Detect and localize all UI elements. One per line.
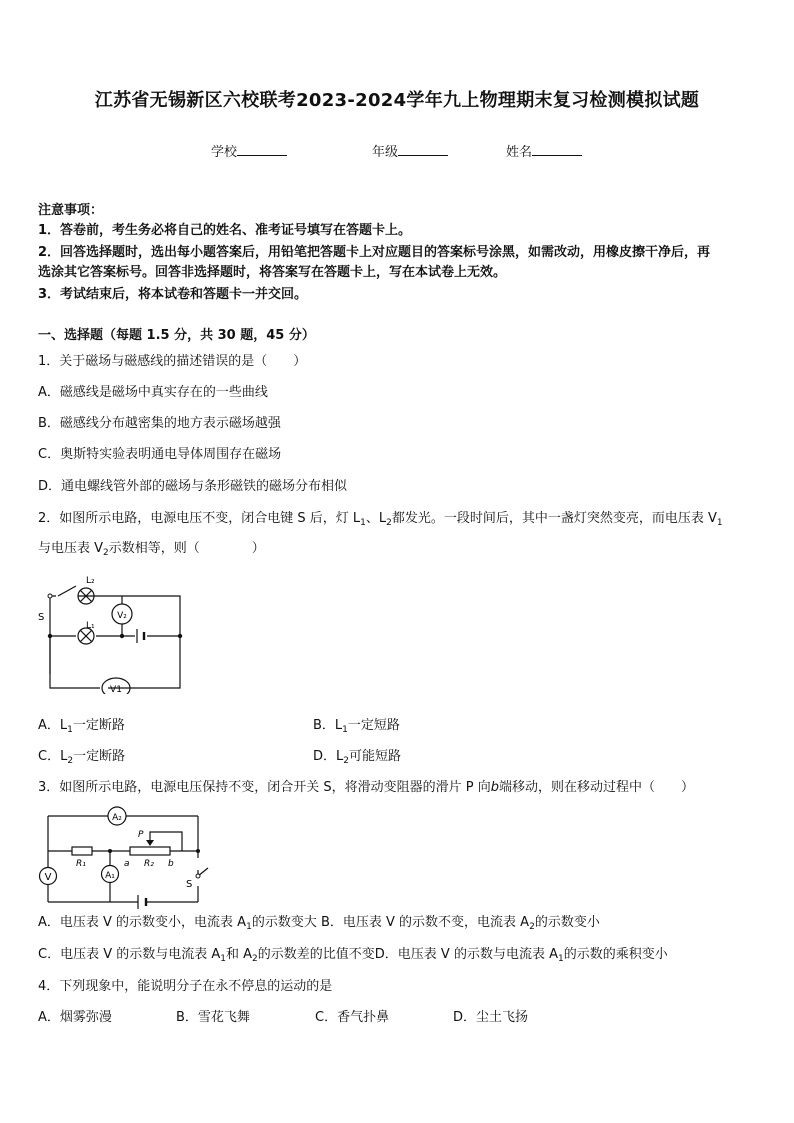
section-heading: 一、选择题（每题 1.5 分，共 30 题，45 分） — [38, 328, 315, 343]
notice-item: 2．回答选择题时，选出每小题答案后，用铅笔把答题卡上对应题目的答案标号涂黑，如需改动，用橡皮擦干净后，再 — [38, 245, 711, 260]
question-2-stem: 2．如图所示电路，电源电压不变，闭合电键 S 后，灯 $L_1$、$L_2$都发光。一段时间后，其中一盏灯突然变亮，而电压表 $V_1$ — [38, 511, 723, 528]
voltmeter-v2-label: V₂ — [117, 611, 127, 621]
lamp-l2-label: L₂ — [86, 576, 95, 586]
q4-option-c[interactable]: C．香气扑鼻 — [315, 1010, 390, 1025]
q3-option-a[interactable]: A．电压表 V 的示数变小，电流表 $A_1$的示数变大 — [38, 915, 317, 932]
notice-item: 1．答卷前，考生务必将自己的姓名、准考证号填写在答题卡上。 — [38, 223, 412, 238]
q1-option-a[interactable]: A．磁感线是磁场中真实存在的一些曲线 — [38, 385, 268, 400]
terminal-b-label: b — [168, 859, 174, 869]
q3-option-b[interactable]: B．电压表 V 的示数不变，电流表 $A_2$的示数变小 — [320, 915, 600, 932]
q3-option-d[interactable]: D．电压表 V 的示数与电流表 $A_1$的示数的乘积变小 — [374, 947, 668, 964]
switch-s-label: S — [186, 879, 193, 890]
q3-option-c[interactable]: C．电压表 V 的示数与电流表 $A_1$和 $A_2$的示数差的比值不变 — [38, 947, 375, 964]
question-1-stem: 1．关于磁场与磁感线的描述错误的是（ ） — [38, 354, 307, 369]
notice-item: 3．考试结束后，将本试卷和答题卡一并交回。 — [38, 287, 308, 302]
school-label: 学校 — [211, 145, 238, 160]
q2-option-a[interactable]: A．$L_1$一定断路 — [38, 718, 125, 735]
q4-option-d[interactable]: D．尘土飞扬 — [453, 1010, 529, 1025]
question-2-stem-line2: 与电压表 $V_2$示数相等，则（ ） — [38, 541, 265, 558]
q2-option-b[interactable]: B．$L_1$一定短路 — [313, 718, 400, 735]
q2-circuit-diagram — [36, 574, 188, 694]
question-3-stem: 3．如图所示电路，电源电压保持不变，闭合开关 S，将滑动变阻器的滑片 P 向b端移动，则在移动过程中（ ） — [38, 780, 695, 795]
q3-options-line1 — [38, 913, 600, 933]
q2-option-c[interactable]: C．$L_2$一定断路 — [38, 749, 126, 766]
resistor-r2-label: R₂ — [144, 859, 154, 869]
resistor-r1-label: R₁ — [76, 859, 86, 869]
name-label: 姓名 — [506, 145, 533, 160]
grade-label: 年级 — [372, 145, 399, 160]
ammeter-a1-label: A₁ — [105, 871, 115, 881]
q3-options-line2 — [38, 945, 668, 965]
lamp-l1-label: L₁ — [86, 621, 95, 631]
slider-p-label: P — [138, 830, 144, 840]
ammeter-a2-label: A₂ — [112, 813, 122, 823]
school-field[interactable] — [211, 141, 287, 160]
switch-s-label: S — [38, 612, 45, 623]
q4-option-a[interactable]: A．烟雾弥漫 — [38, 1010, 112, 1025]
name-field[interactable] — [506, 141, 582, 160]
q2-option-d[interactable]: D．$L_2$可能短路 — [313, 749, 402, 766]
q3-circuit-diagram — [38, 806, 210, 910]
q1-option-d[interactable]: D．通电螺线管外部的磁场与条形磁铁的磁场分布相似 — [38, 479, 348, 494]
question-4-stem: 4．下列现象中，能说明分子在永不停息的运动的是 — [38, 979, 333, 994]
grade-field[interactable] — [372, 141, 448, 160]
terminal-a-label: a — [124, 859, 130, 869]
q1-option-b[interactable]: B．磁感线分布越密集的地方表示磁场越强 — [38, 416, 281, 431]
notice-item: 选涂其它答案标号。回答非选择题时，将答案写在答题卡上，写在本试卷上无效。 — [38, 265, 507, 280]
q1-option-c[interactable]: C．奥斯特实验表明通电导体周围存在磁场 — [38, 447, 282, 462]
page-title: 江苏省无锡新区六校联考2023-2024学年九上物理期末复习检测模拟试题 — [94, 90, 700, 111]
voltmeter-v-label: V — [44, 872, 52, 883]
notice-heading: 注意事项： — [38, 203, 104, 218]
q4-option-b[interactable]: B．雪花飞舞 — [176, 1010, 250, 1025]
voltmeter-v1-label: V1 — [110, 685, 122, 694]
